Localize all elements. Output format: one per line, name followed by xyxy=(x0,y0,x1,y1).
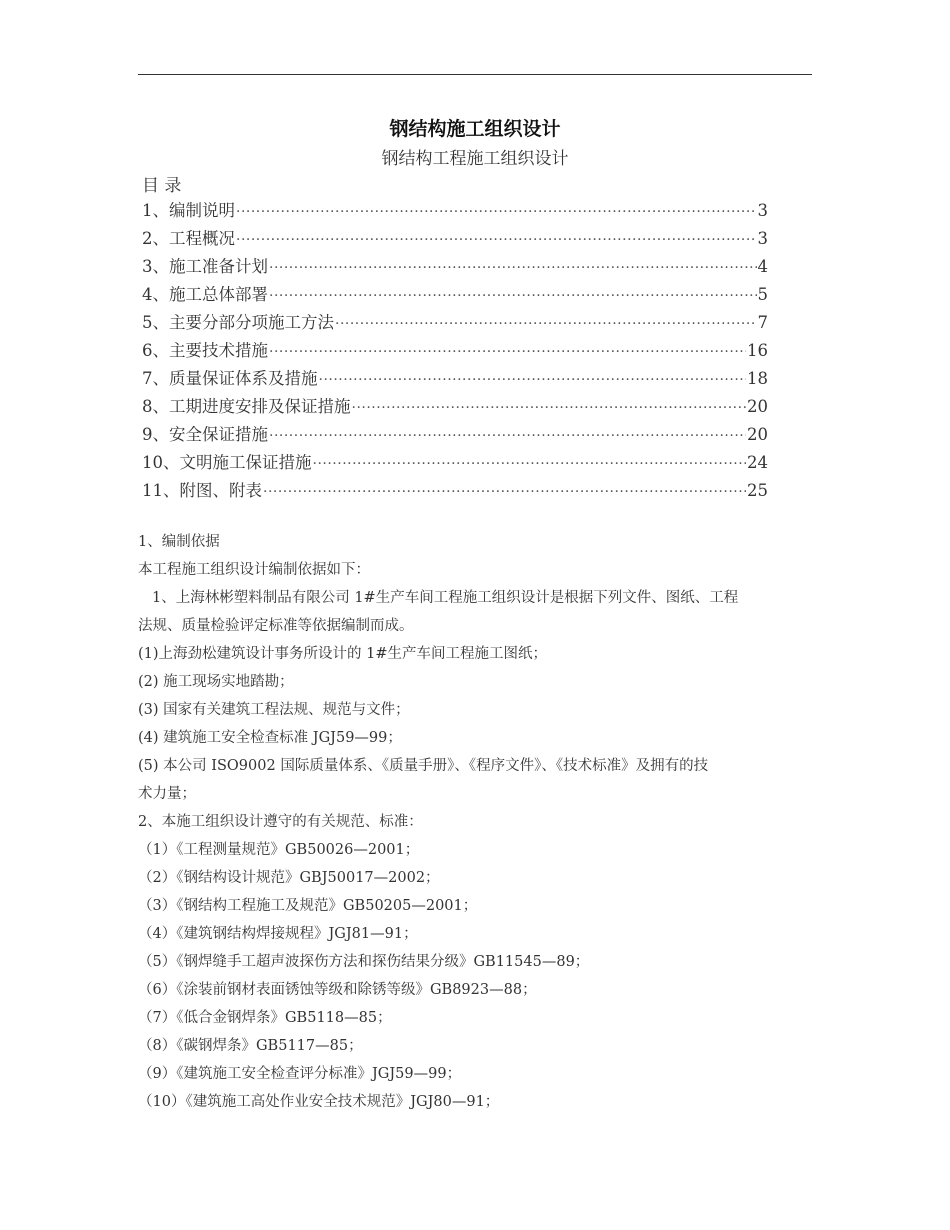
basis-item: (4) 建筑施工安全检查标准 JGJ59—99； xyxy=(138,730,402,746)
toc-entry-label: 11、附图、附表 xyxy=(142,481,262,500)
toc-entry-page: 4 xyxy=(757,257,768,276)
toc-entry-label: 4、施工总体部署 xyxy=(142,285,268,304)
standard-item: （6）《涂装前钢材表面锈蚀等级和除锈等级》GB8923—88； xyxy=(138,982,537,998)
toc-leader xyxy=(319,366,747,394)
basis-item: (1)上海劲松建筑设计事务所设计的 1#生产车间工程施工图纸； xyxy=(138,646,548,662)
standard-item: （5）《钢焊缝手工超声波探伤方法和探伤结果分级》GB11545—89； xyxy=(138,954,590,970)
standard-item: （9）《建筑施工安全检查评分标准》JGJ59—99； xyxy=(138,1066,462,1082)
standard-item: （10）《建筑施工高处作业安全技术规范》JGJ80—91； xyxy=(138,1094,500,1110)
toc-leader xyxy=(236,226,757,254)
toc-entry-page: 3 xyxy=(757,229,768,248)
toc-entry-page: 5 xyxy=(757,285,768,304)
section-heading: 1、编制依据 xyxy=(138,534,220,550)
toc-entry-page: 7 xyxy=(757,313,768,332)
toc-entry-page: 3 xyxy=(757,201,768,220)
toc-entry xyxy=(142,253,768,281)
toc-entry xyxy=(142,449,768,477)
standard-item: （7）《低合金钢焊条》GB5118—85； xyxy=(138,1010,392,1026)
toc-entry-label: 8、工期进度安排及保证措施 xyxy=(142,397,351,416)
toc-leader xyxy=(263,478,746,506)
basis-item: 术力量； xyxy=(138,786,196,802)
toc-entry-label: 5、主要分部分项施工方法 xyxy=(142,313,334,332)
toc-leader xyxy=(335,310,757,338)
toc-entry xyxy=(142,197,768,225)
toc-entry xyxy=(142,477,768,505)
toc-entry xyxy=(142,281,768,309)
standards-list xyxy=(138,836,818,1116)
standard-item: （3）《钢结构工程施工及规范》GB50205—2001； xyxy=(138,898,478,914)
toc-entry-label: 10、文明施工保证措施 xyxy=(142,453,312,472)
basis-paragraph-line: 法规、质量检验评定标准等依据编制而成。 xyxy=(138,618,414,634)
toc-entry-page: 18 xyxy=(747,369,768,388)
intro-paragraph: 本工程施工组织设计编制依据如下： xyxy=(138,562,370,578)
toc-entry-page: 16 xyxy=(747,341,768,360)
toc-entry-label: 6、主要技术措施 xyxy=(142,341,268,360)
toc-entry-page: 25 xyxy=(747,481,768,500)
toc-entry xyxy=(142,421,768,449)
toc-leader xyxy=(269,422,746,450)
document-body xyxy=(138,528,818,1116)
document-title: 钢结构施工组织设计 xyxy=(389,118,561,140)
basis-item: (2) 施工现场实地踏勘； xyxy=(138,674,294,690)
toc-entry-page: 20 xyxy=(747,425,768,444)
toc-leader xyxy=(352,394,747,422)
toc-leader xyxy=(236,198,757,226)
toc-entry-label: 2、工程概况 xyxy=(142,229,235,248)
document-subtitle: 钢结构工程施工组织设计 xyxy=(381,149,569,169)
table-of-contents xyxy=(142,197,768,505)
toc-entry-page: 20 xyxy=(747,397,768,416)
toc-entry-label: 1、编制说明 xyxy=(142,201,235,220)
toc-entry xyxy=(142,365,768,393)
toc-entry xyxy=(142,337,768,365)
standard-item: （1）《工程测量规范》GB50026—2001； xyxy=(138,842,420,858)
standard-item: （2）《钢结构设计规范》GBJ50017—2002； xyxy=(138,870,440,886)
toc-entry-label: 9、安全保证措施 xyxy=(142,425,268,444)
header-rule xyxy=(138,74,812,75)
toc-entry xyxy=(142,393,768,421)
toc-entry-page: 24 xyxy=(747,453,768,472)
basis-paragraph-line: 1、上海林彬塑料制品有限公司 1#生产车间工程施工组织设计是根据下列文件、图纸、工程 xyxy=(152,590,739,606)
toc-leader xyxy=(313,450,747,478)
toc-entry-label: 7、质量保证体系及措施 xyxy=(142,369,318,388)
standards-heading: 2、本施工组织设计遵守的有关规范、标准： xyxy=(138,814,423,830)
toc-leader xyxy=(269,254,757,282)
standard-item: （4）《建筑钢结构焊接规程》JGJ81—91； xyxy=(138,926,418,942)
toc-leader xyxy=(269,282,757,310)
toc-entry xyxy=(142,309,768,337)
toc-leader xyxy=(269,338,746,366)
toc-heading: 目 录 xyxy=(142,176,182,196)
basis-item: (5) 本公司 ISO9002 国际质量体系、《质量手册》、《程序文件》、《技术标准》及拥有的技 xyxy=(138,758,709,774)
standard-item: （8）《碳钢焊条》GB5117—85； xyxy=(138,1038,363,1054)
basis-item: (3) 国家有关建筑工程法规、规范与文件； xyxy=(138,702,410,718)
toc-entry xyxy=(142,225,768,253)
toc-entry-label: 3、施工准备计划 xyxy=(142,257,268,276)
